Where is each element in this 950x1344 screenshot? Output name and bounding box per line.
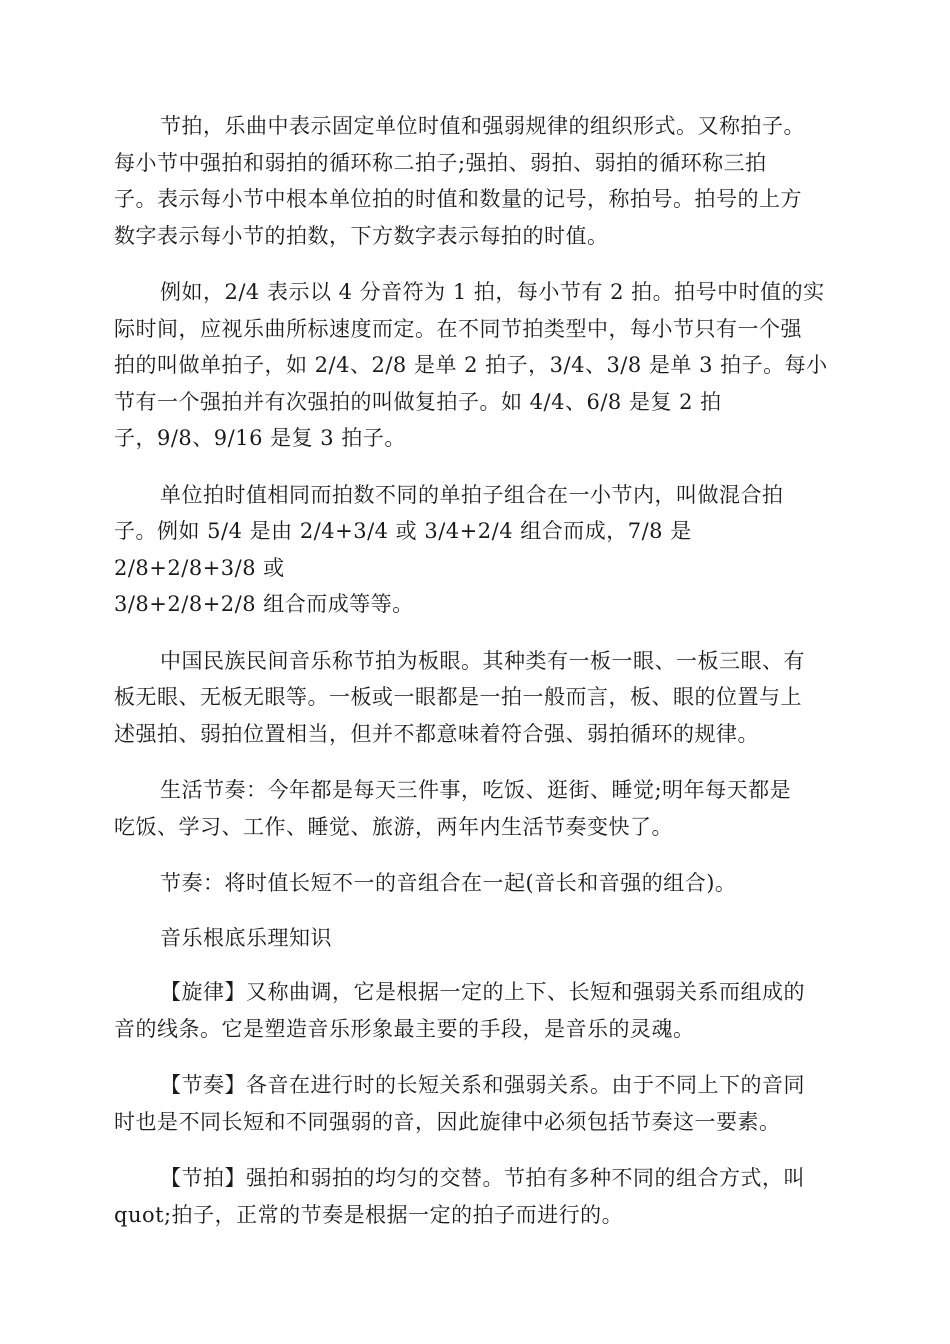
paragraph-banyan: 中国民族民间音乐称节拍为板眼。其种类有一板一眼、一板三眼、有 板无眼、无板无眼等。一板或一眼都是一拍一般而言，板、眼的位置与上 述强拍、弱拍位置相当，但并不都意味着符合强、弱拍循环的规律。 bbox=[114, 648, 805, 746]
paragraph-rhythm-definition: 节奏：将时值长短不一的音组合在一起(音长和音强的组合)。 bbox=[160, 871, 737, 895]
section-heading-music-theory: 音乐根底乐理知识 bbox=[160, 925, 332, 950]
paragraph-rhythm: 【节奏】各音在进行时的长短关系和强弱关系。由于不同上下的音同 时也是不同长短和不同强弱的音，因此旋律中必须包括节奏这一要素。 bbox=[114, 1073, 805, 1134]
paragraph-time-signature-examples: 例如，2/4 表示以 4 分音符为 1 拍，每小节有 2 拍。拍号中时值的实 际时间，应视乐曲所标速度而定。在不同节拍类型中，每小节只有一个强 拍的叫做单拍子，如 2/4、2/8 是单 2 拍子，3/4、3/8 是单 3 拍子。每小 节有一个强拍并有次强拍的叫做复拍子。如 4/4、6/8 是复 2 拍 子，9/8、9/16 是复 3 拍子。 bbox=[114, 280, 828, 450]
paragraph-beat-definition: 节拍，乐曲中表示固定单位时值和强弱规律的组织形式。又称拍子。 每小节中强拍和弱拍的循环称二拍子;强拍、弱拍、弱拍的循环称三拍 子。表示每小节中根本单位拍的时值和数量的记号，称拍号。拍号的上方 数字表示每小节的拍数，下方数字表示每拍的时值。 bbox=[114, 114, 805, 248]
paragraph-meter: 【节拍】强拍和弱拍的均匀的交替。节拍有多种不同的组合方式，叫 quot;拍子，正常的节奏是根据一定的拍子而进行的。 bbox=[114, 1166, 805, 1227]
paragraph-mixed-meter: 单位拍时值相同而拍数不同的单拍子组合在一小节内，叫做混合拍 子。例如 5/4 是由 2/4+3/4 或 3/4+2/4 组合而成，7/8 是 2/8+2/8+3/8 或 3/8+2/8+2/8 组合而成等等。 bbox=[114, 482, 784, 616]
document-body bbox=[114, 108, 834, 1253]
paragraph-life-rhythm: 生活节奏：今年都是每天三件事，吃饭、逛街、睡觉;明年每天都是 吃饭、学习、工作、睡觉、旅游，两年内生活节奏变快了。 bbox=[114, 778, 792, 839]
paragraph-melody: 【旋律】又称曲调，它是根据一定的上下、长短和强弱关系而组成的 音的线条。它是塑造音乐形象最主要的手段，是音乐的灵魂。 bbox=[114, 980, 805, 1041]
